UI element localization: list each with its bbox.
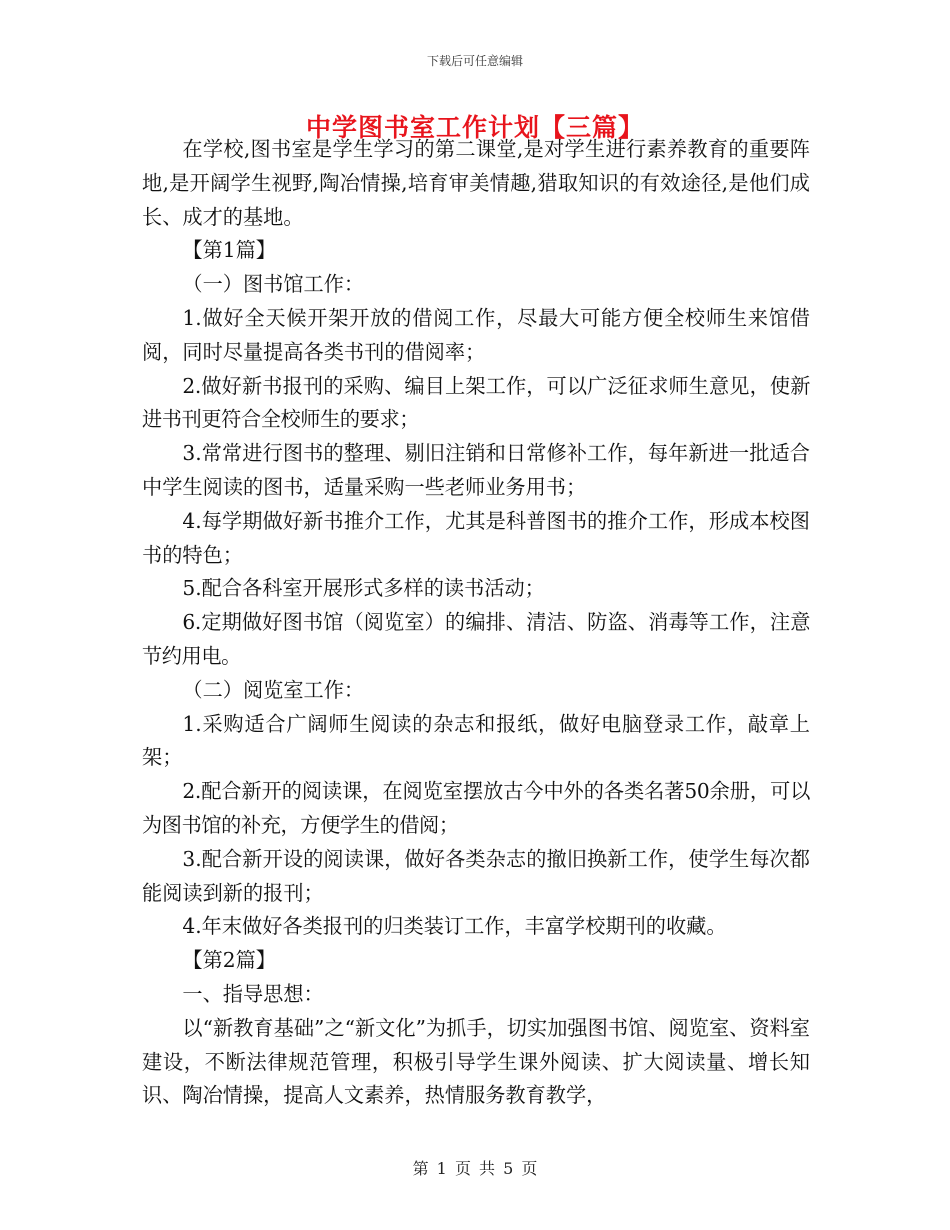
list-item: 5.配合各科室开展形式多样的读书活动； [182,576,545,601]
list-item: 2.配合新开的阅读课，在阅览室摆放古今中外的各类名著50余册，可以为图书馆的补充，方便学生的借阅； [142,779,810,837]
list-item: 2.做好新书报刊的采购、编目上架工作，可以广泛征求师生意见，使新进书刊更符合全校师生的要求； [142,373,810,432]
list-item: 3.配合新开设的阅读课，做好各类杂志的撤旧换新工作，使学生每次都能阅读到新的报刊； [142,846,810,905]
list-item: 1.做好全天候开架开放的借阅工作，尽最大可能方便全校师生来馆借阅，同时尽量提高各类书刊的借阅率； [142,305,810,364]
list-item: 4.每学期做好新书推介工作，尤其是科普图书的推介工作，形成本校图书的特色； [142,508,810,567]
page-header-note: 下载后可任意编辑 [426,54,523,68]
page-number-footer: 第 1 页 共 5 页 [412,1159,538,1178]
list-item: 6.定期做好图书馆（阅览室）的编排、清洁、防盗、消毒等工作，注意节约用电。 [142,610,810,668]
subheading-library-work: （一）图书馆工作： [182,272,365,297]
list-item: 1.采购适合广阔师生阅读的杂志和报纸，做好电脑登录工作，敲章上架； [142,711,810,770]
list-item: 3.常常进行图书的整理、剔旧注销和日常修补工作，每年新进一批适合中学生阅读的图书，适量采购一些老师业务用书； [142,441,810,499]
subheading-reading-room-work: （二）阅览室工作： [182,677,365,702]
subheading-guiding-ideology: 一、指导思想： [182,981,324,1006]
document-body [142,133,810,1113]
intro-paragraph: 在学校,图书室是学生学习的第二课堂,是对学生进行素养教育的重要阵地,是开阔学生视野,陶冶情操,培育审美情趣,猎取知识的有效途径,是他们成长、成才的基地。 [142,137,810,229]
section-heading-part-2: 【第2篇】 [182,948,276,973]
list-item: 4.年末做好各类报刊的归类装订工作，丰富学校期刊的收藏。 [182,914,727,939]
section-heading-part-1: 【第1篇】 [182,238,276,263]
document-title: 中学图书室工作计划【三篇】 [305,113,644,142]
body-paragraph: 以“新教育基础”之“新文化”为抓手，切实加强图书馆、阅览室、资料室建设，不断法律规范管理，积极引导学生课外阅读、扩大阅读量、增长知识、陶冶情操，提高人文素养，热情服务教育教学， [142,1015,810,1108]
